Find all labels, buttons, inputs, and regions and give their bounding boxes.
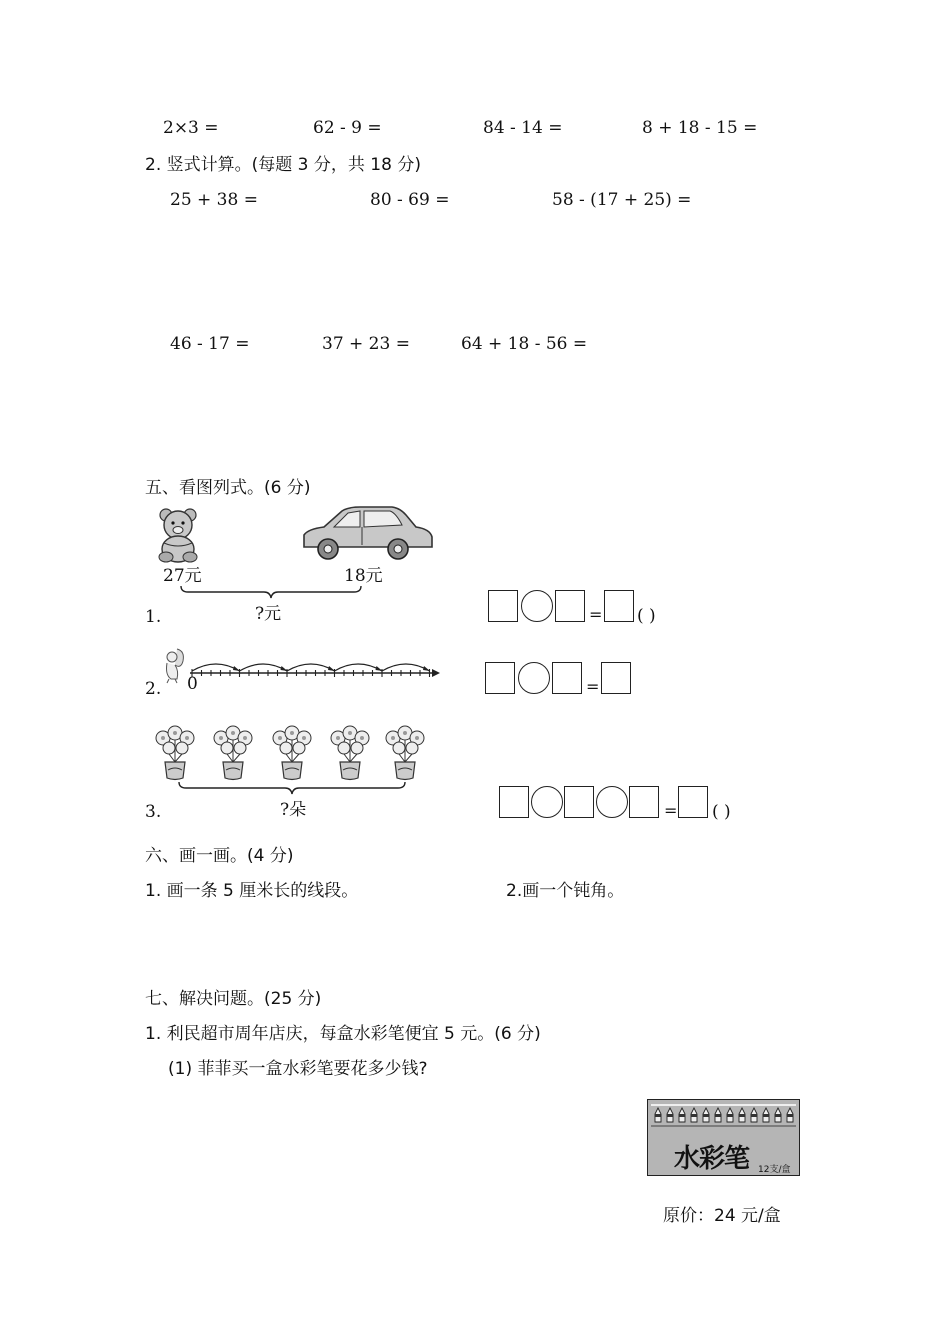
- answer-box[interactable]: [552, 662, 582, 694]
- oral-question-1: 2×3 =: [163, 118, 219, 138]
- problem-3-number: 3.: [145, 802, 162, 822]
- problem-1-number: 1.: [145, 607, 162, 627]
- unit-parenthesis[interactable]: ( ): [712, 802, 731, 822]
- number-line-zero: 0: [187, 674, 198, 694]
- box-count-label: 12支/盒: [758, 1165, 791, 1175]
- vertical-calc-heading: 2. 竖式计算。(每题 3 分，共 18 分): [145, 155, 421, 175]
- section7-heading: 七、解决问题。(25 分): [145, 989, 322, 1009]
- total-price-question: ?元: [255, 604, 282, 624]
- draw-obtuse-angle-question: 2.画一个钝角。: [506, 881, 625, 901]
- operator-circle[interactable]: [596, 786, 628, 818]
- oral-question-3: 84 - 14 =: [483, 118, 563, 138]
- answer-box[interactable]: [488, 590, 518, 622]
- squirrel-icon: [163, 645, 187, 685]
- vertical-question-1: 25 + 38 =: [170, 190, 258, 210]
- answer-box[interactable]: [604, 590, 634, 622]
- answer-box[interactable]: [485, 662, 515, 694]
- operator-circle[interactable]: [518, 662, 550, 694]
- problem-1-statement: 1. 利民超市周年店庆，每盒水彩笔便宜 5 元。(6 分): [145, 1024, 541, 1044]
- number-line: [188, 655, 443, 685]
- answer-box[interactable]: [564, 786, 594, 818]
- vertical-question-4: 46 - 17 =: [170, 334, 250, 354]
- car-icon: [300, 505, 435, 563]
- original-price: 原价：24 元/盒: [663, 1206, 781, 1226]
- answer-box[interactable]: [555, 590, 585, 622]
- car-price: 18元: [344, 566, 383, 586]
- oral-question-4: 8 + 18 - 15 =: [642, 118, 758, 138]
- brace-1: [180, 586, 362, 602]
- oral-question-2: 62 - 9 =: [313, 118, 382, 138]
- equals-sign: =: [586, 677, 600, 696]
- section6-heading: 六、画一画。(4 分): [145, 846, 294, 866]
- draw-segment-question: 1. 画一条 5 厘米长的线段。: [145, 881, 359, 901]
- teddy-bear-icon: [156, 507, 202, 563]
- pens-icon: [651, 1104, 796, 1132]
- vertical-question-2: 80 - 69 =: [370, 190, 450, 210]
- answer-box[interactable]: [601, 662, 631, 694]
- answer-box[interactable]: [629, 786, 659, 818]
- answer-box[interactable]: [499, 786, 529, 818]
- section5-heading: 五、看图列式。(6 分): [145, 478, 311, 498]
- vertical-question-3: 58 - (17 + 25) =: [552, 190, 692, 210]
- equals-sign: =: [664, 801, 678, 820]
- brace-3: [178, 782, 406, 798]
- vertical-question-5: 37 + 23 =: [322, 334, 410, 354]
- total-flowers-question: ?朵: [280, 800, 307, 820]
- problem-2-number: 2.: [145, 679, 162, 699]
- flower-pots-icon: [155, 726, 430, 782]
- answer-box[interactable]: [678, 786, 708, 818]
- sub-question-1: (1) 菲菲买一盒水彩笔要花多少钱?: [168, 1059, 428, 1079]
- vertical-question-6: 64 + 18 - 56 =: [461, 334, 588, 354]
- operator-circle[interactable]: [521, 590, 553, 622]
- operator-circle[interactable]: [531, 786, 563, 818]
- watercolor-pen-box: [647, 1099, 800, 1176]
- equals-sign: =: [589, 605, 603, 624]
- bear-price: 27元: [163, 566, 202, 586]
- box-brand-label: 水彩笔: [674, 1144, 750, 1174]
- unit-parenthesis[interactable]: ( ): [637, 606, 656, 626]
